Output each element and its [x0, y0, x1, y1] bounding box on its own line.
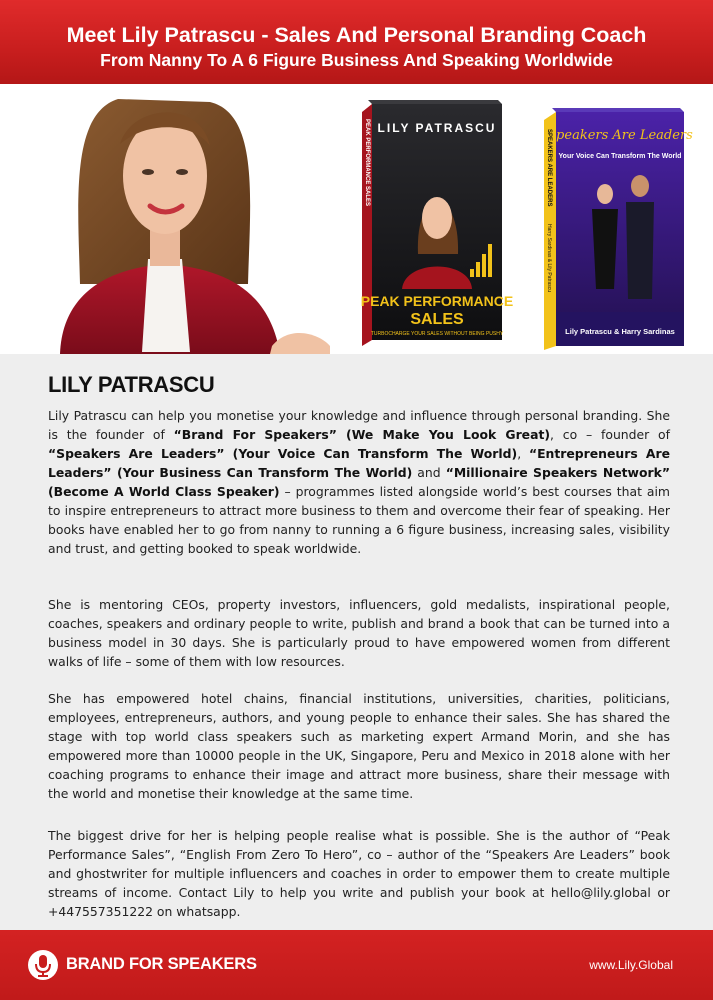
- book1-author: LILY PATRASCU: [377, 121, 497, 135]
- hero-illustration: [0, 84, 713, 354]
- book1-title-sales: SALES: [410, 311, 464, 328]
- header-subtitle: From Nanny To A 6 Figure Business And Speaking Worldwide: [100, 50, 613, 70]
- bio-p1-text: Lily Patrascu can help you monetise your knowledge and influence through personal branding. She is the founder of: [48, 408, 670, 442]
- book2-authors: Lily Patrascu & Harry Sardinas: [565, 327, 675, 336]
- bio-p1-bold-speakers-are-leaders: “Speakers Are Leaders” (Your Voice Can Transform The World): [48, 446, 518, 461]
- book1-subtitle: TURBOCHARGE YOUR SALES WITHOUT BEING PUSHY: [370, 331, 504, 337]
- bio-p1-bold-entrepreneurs-are-leaders: “Entrepreneurs Are Leaders” (Your Business Can Transform The World): [48, 446, 670, 480]
- bio-paragraph-2: She is mentoring CEOs, property investors, influencers, gold medalists, inspirational people, coaches, speakers and ordinary people to write, publish and brand a book that can be turned into a business model in 30 days. She is particularly proud to have empowered women from different walks of life – some of them with low resources.: [48, 597, 670, 669]
- bio-p1-text: ,: [517, 446, 529, 461]
- footer-brand-name: BRAND FOR SPEAKERS: [66, 955, 257, 973]
- footer-bar: [0, 930, 713, 1000]
- bio-p1-bold-millionaire-speakers-network: “Millionaire Speakers Network” (Become A World Class Speaker): [48, 465, 670, 499]
- bio-p1-text: , co – founder of: [550, 427, 670, 442]
- book2-subtitle: Your Voice Can Transform The World: [558, 153, 682, 160]
- bio-p1-bold-brand-for-speakers: “Brand For Speakers” (We Make You Look Great): [173, 427, 551, 442]
- header-title: Meet Lily Patrascu - Sales And Personal Branding Coach: [66, 23, 647, 47]
- bio-heading: LILY PATRASCU: [48, 372, 215, 397]
- book1-title: PEAK PERFORMANCE: [360, 293, 514, 309]
- book2-title: Speakers Are Leaders: [547, 128, 693, 143]
- bio-p1-text: – programmes listed alongside world’s best courses that aim to inspire entrepreneurs to attract more business to them and overcome their fear of speaking. Her books have enabled her to go from nanny to running a 6 figure business, increasing sales, visibility and trust, and getting booked to speak worldwide.: [48, 484, 670, 556]
- portrait-photo: [60, 99, 330, 354]
- book-peak-performance-sales: [361, 100, 513, 346]
- hero-section: [0, 84, 713, 354]
- microphone-icon: [28, 950, 58, 980]
- book2-spine-authors: Harry Sardinas & Lily Patrascu: [546, 224, 552, 293]
- footer-website-link[interactable]: www.Lily.Global: [589, 958, 673, 972]
- book-speakers-are-leaders: [544, 108, 693, 350]
- bio-paragraph-4: The biggest drive for her is helping people realise what is possible. She is the author of “Peak Performance Sales”, “English From Zero To Hero”, co – author of the “Speakers Are Leaders” book and ghostwriter for multiple influencers and coaches in order to empower them to create multiple streams of income. Contact Lily to help you write and publish your book at hello@lily.global or +447557351222 on whatsapp.: [48, 828, 670, 919]
- book2-spine-title: SPEAKERS ARE LEADERS: [546, 129, 552, 207]
- bio-p1-text: and: [412, 465, 446, 480]
- bio-paragraph-1: [48, 406, 670, 558]
- header-banner: [0, 0, 713, 84]
- bio-section: [0, 354, 713, 930]
- bio-paragraph-3: She has empowered hotel chains, financial institutions, universities, charities, politicians, employees, entrepreneurs, authors, and young people to enhance their sales. She has shared the stage with top world class speakers such as marketing expert Armand Morin, and she has empowered more than 10000 people in the UK, Singapore, Peru and Mexico in 2018 alone with her coaching programs to enhance their image and attract more business, share their message with the world and monetise their knowledge at the same time.: [48, 691, 670, 801]
- book1-spine-title: PEAK PERFORMANCE SALES: [364, 119, 370, 207]
